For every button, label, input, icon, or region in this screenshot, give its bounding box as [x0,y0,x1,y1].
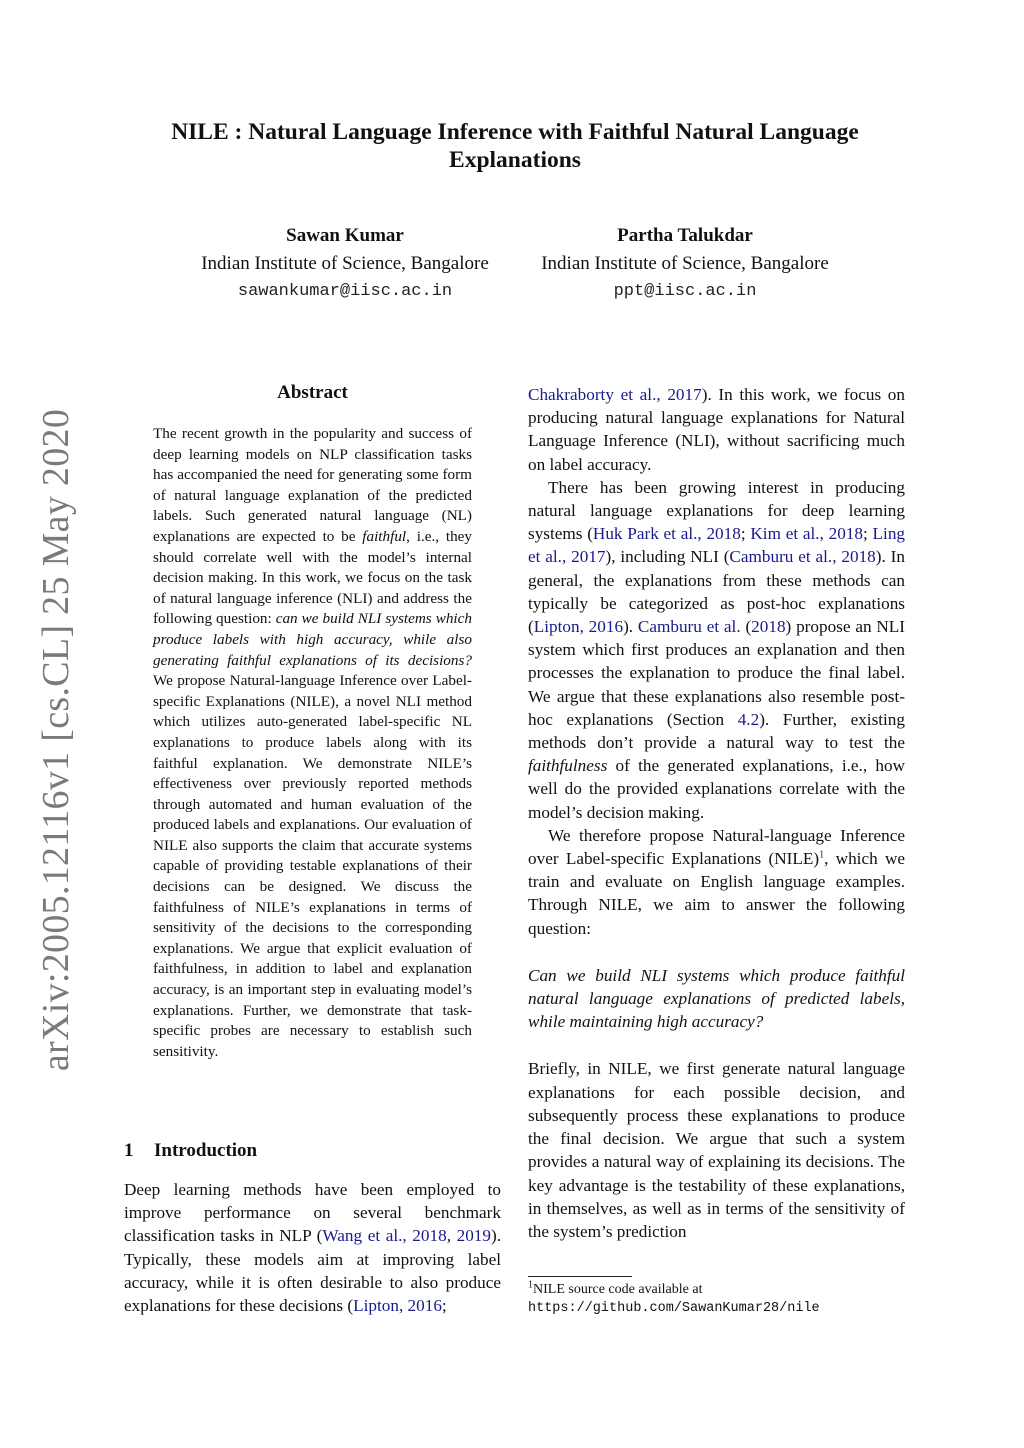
intro-paragraph [124,1178,501,1317]
citation-link[interactable]: Camburu et al. [637,617,741,637]
text: There has been growing interest in producing natural language explanations for deep learning systems ( [528,477,905,544]
text: , [446,1226,457,1246]
author-affiliation: Indian Institute of Science, Bangalore [541,253,829,274]
section-title: Introduction [154,1140,258,1161]
abstract-emphasis: faithful [362,527,407,545]
footnote-divider [528,1276,632,1277]
intro-paragraph [528,476,905,824]
right-column [528,383,905,1243]
text: ; [740,524,751,544]
intro-paragraph [528,824,905,940]
author-block [515,222,855,306]
text: ( [740,617,752,637]
intro-paragraph [528,383,905,476]
citation-link[interactable]: Huk Park et al., 2018 [592,524,741,544]
citation-link[interactable]: Wang et al., 2018 [322,1226,447,1246]
text: We therefore propose Natural-language Inference over Label-specific Explanations (NILE) [528,825,905,869]
text: of the generated explanations, i.e., how well do the provided explanations correlate with the model’s decision making. [528,756,905,822]
citation-link[interactable]: 2019 [456,1226,491,1246]
abstract-question: can we build NLI systems which produce labels with high accuracy, while also generating faithful explanations of its decisions? [153,610,472,669]
text: ). [623,617,638,637]
author-name: Sawan Kumar [286,225,404,246]
text: ; [441,1296,447,1316]
emphasis: faithfulness [528,756,608,776]
author-affiliation: Indian Institute of Science, Bangalore [201,253,489,274]
text: ; [863,524,873,544]
author-block [175,222,515,306]
citation-link[interactable]: 2018 [751,617,786,637]
author-name: Partha Talukdar [617,225,753,246]
footnote-text: NILE source code available at [533,1282,703,1297]
text: ). In this work, we focus on producing natural language explanations for Natural Language Inference (NLI), without sacrificing much on label accuracy. [528,385,905,474]
citation-link[interactable]: Chakraborty et al., 2017 [528,385,702,404]
footnote-url[interactable]: https://github.com/SawanKumar28/nile [528,1301,820,1316]
citation-link[interactable]: Lipton, 2016 [353,1296,442,1316]
section-ref-link[interactable]: 4.2 [737,709,760,729]
abstract-text [153,424,472,1062]
author-email: ppt@iisc.ac.in [613,282,757,301]
citation-link[interactable]: Ling et al., 2017 [528,524,906,567]
abstract-heading: Abstract [277,382,348,403]
text: , which we train and evaluate on English language examples. Through NILE, we aim to answer the following question: [528,849,906,938]
abstract-part: The recent growth in the popularity and success of deep learning models on NLP classification tasks has accompanied the need for generating some form of natural language explanation of the predicted labels. Such generated natural language (NL) explanations are expected to be [153,425,472,545]
abstract-part: , i.e., they should correlate well with the model’s internal decision making. In this work, we focus on the task of natural language inference (NLI) and address the following question: [153,527,472,628]
citation-link[interactable]: Camburu et al., 2018 [729,547,876,567]
text: ), including NLI ( [605,547,730,567]
text: ). In general, the explanations from these methods can typically be categorized as post-hoc explanations ( [528,547,905,637]
author-email: sawankumar@iisc.ac.in [237,282,453,301]
abstract-part: We propose Natural-language Inference over Label-specific Explanations (NILE), a novel NLI method which utilizes auto-generated label-specific NL explanations to produce labels along with its faithful explanation. We demonstrate NILE’s effectiveness over previously reported methods through automated and human evaluation of the produced labels and explanations. Our evaluation of NILE also supports the claim that accurate systems capable of providing testable explanations of their decisions can be designed. We discuss the faithfulness of NILE’s explanations in terms of sensitivity of the decisions to the corresponding explanations. We argue that explicit evaluation of faithfulness, in addition to label and explanation accuracy, is an important step in evaluating model’s explanations. Further, we demonstrate that task-specific probes are necessary to establish such sensitivity. [153,672,472,1060]
section-heading-introduction [124,1140,257,1162]
citation-link[interactable]: Lipton, 2016 [533,617,624,637]
text: ) propose an NLI system which first produces an explanation and then processes the explanation to produce the final label. We argue that these explanations also resemble post-hoc explanations (Section [528,617,905,729]
footnote [528,1280,908,1318]
text: ). Typically, these models aim at improving label accuracy, while it is often desirable to also produce explanations for these decisions ( [124,1226,501,1316]
footnote-number: 1 [528,1279,533,1291]
intro-paragraph: Briefly, in NILE, we first generate natural language explanations for each possible decision, and subsequently process these explanations to produce the final decision. We argue that such a system provides a natural way of explaining its decisions. The key advantage is the testability of these explanations, in themselves, as well as in terms of the sensitivity of the system’s prediction [528,1059,905,1241]
section-number: 1 [124,1140,134,1161]
research-question: Can we build NLI systems which produce faithful natural language explanations of predicted labels, while maintaining high accuracy? [528,965,905,1032]
text: ). Further, existing methods don’t provide a natural way to test the [528,709,905,753]
citation-link[interactable]: Kim et al., 2018 [750,524,863,544]
footnote-mark[interactable]: 1 [819,849,825,861]
text: Deep learning methods have been employed to improve performance on several benchmark classification tasks in NLP ( [124,1180,501,1246]
paper-title: NILE : Natural Language Inference with Faithful Natural Language Explanations [171,119,859,173]
arxiv-identifier: arXiv:2005.12116v1 [cs.CL] 25 May 2020 [35,408,77,1072]
